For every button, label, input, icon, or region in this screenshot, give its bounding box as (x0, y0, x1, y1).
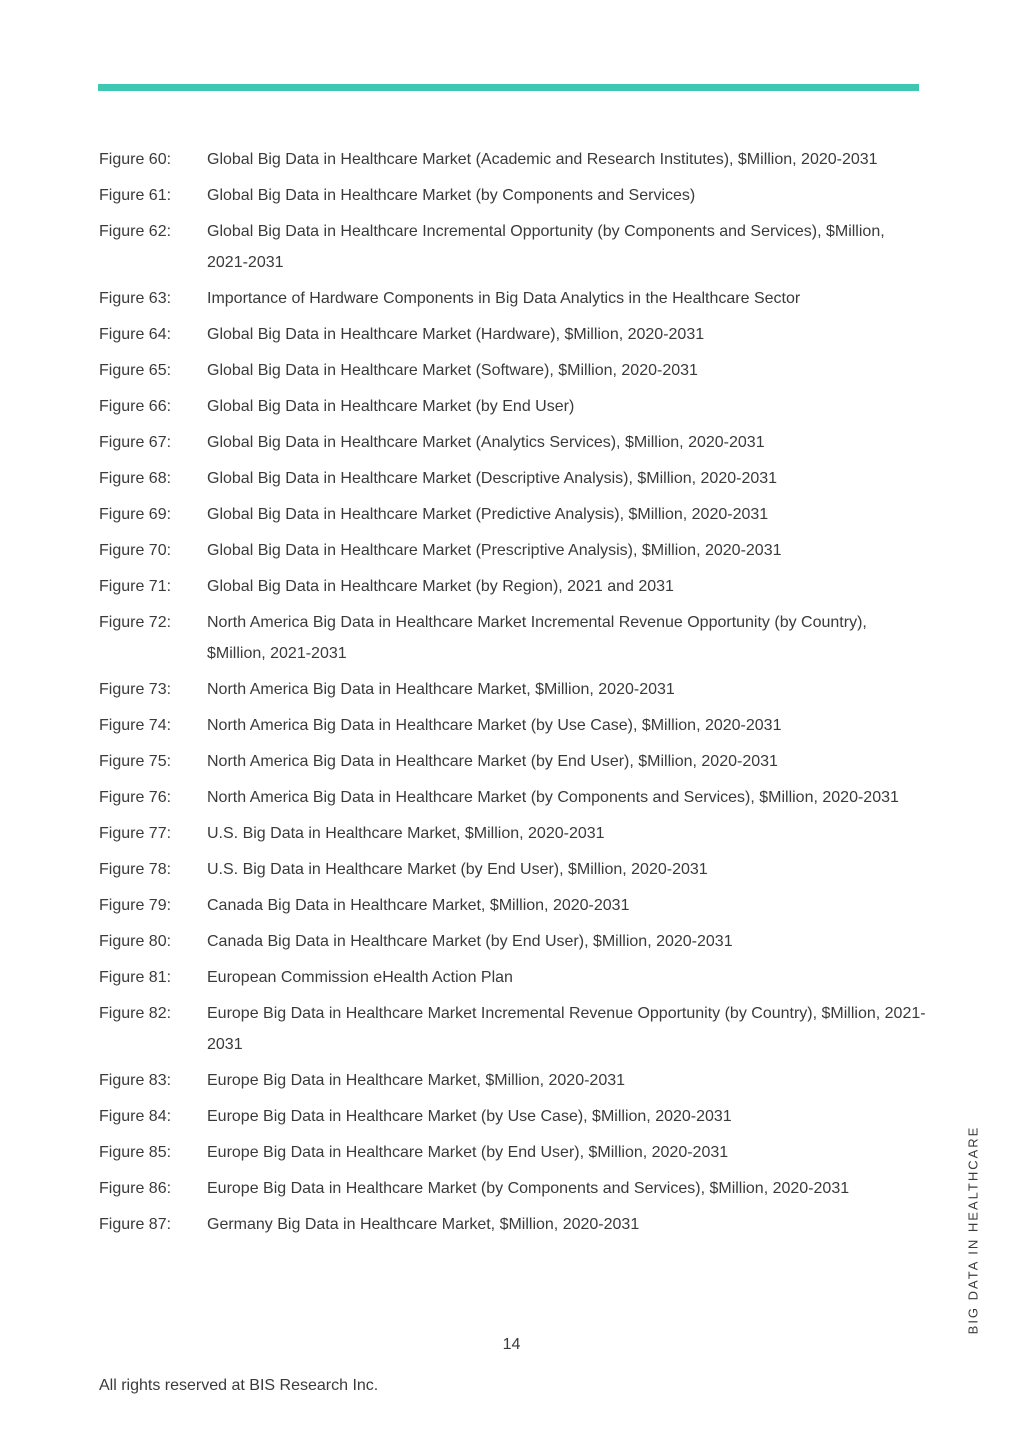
list-item (99, 391, 929, 422)
figure-label: Figure 67: (99, 434, 172, 451)
figure-label: Figure 82: (99, 1005, 172, 1022)
list-item (99, 499, 929, 530)
figure-label: Figure 61: (99, 187, 172, 204)
figure-label: Figure 71: (99, 578, 172, 595)
figure-label: Figure 87: (99, 1216, 172, 1233)
list-item (99, 427, 929, 458)
figure-title: Global Big Data in Healthcare Market (Software), $Million, 2020-2031 (207, 362, 698, 379)
figure-title: North America Big Data in Healthcare Market, $Million, 2020-2031 (207, 681, 675, 698)
figure-label: Figure 63: (99, 290, 172, 307)
page-number: 14 (502, 1336, 521, 1353)
figure-title: Germany Big Data in Healthcare Market, $Million, 2020-2031 (207, 1216, 640, 1233)
list-item (99, 674, 929, 705)
figure-title: North America Big Data in Healthcare Market (by Use Case), $Million, 2020-2031 (207, 717, 782, 734)
figure-label: Figure 77: (99, 825, 172, 842)
list-item (99, 854, 929, 885)
figure-title: Europe Big Data in Healthcare Market (by Components and Services), $Million, 2020-2031 (207, 1180, 850, 1197)
figure-title: Global Big Data in Healthcare Market (Prescriptive Analysis), $Million, 2020-2031 (207, 542, 782, 559)
figure-title: Europe Big Data in Healthcare Market, $Million, 2020-2031 (207, 1072, 626, 1089)
figure-label: Figure 64: (99, 326, 172, 343)
figure-label: Figure 74: (99, 717, 172, 734)
list-item (99, 571, 929, 602)
figure-label: Figure 73: (99, 681, 172, 698)
figure-title: Europe Big Data in Healthcare Market (by Use Case), $Million, 2020-2031 (207, 1108, 732, 1125)
figure-title: Global Big Data in Healthcare Market (Descriptive Analysis), $Million, 2020-2031 (207, 470, 778, 487)
list-item (99, 607, 929, 669)
figure-title: Canada Big Data in Healthcare Market, $Million, 2020-2031 (207, 897, 630, 914)
figure-label: Figure 84: (99, 1108, 172, 1125)
figure-label: Figure 86: (99, 1180, 172, 1197)
list-item (99, 535, 929, 566)
list-item (99, 1173, 929, 1204)
figure-title: Canada Big Data in Healthcare Market (by End User), $Million, 2020-2031 (207, 933, 733, 950)
figure-title: North America Big Data in Healthcare Market (by Components and Services), $Million, 2020-2031 (207, 789, 899, 806)
figure-label: Figure 70: (99, 542, 172, 559)
list-item (99, 926, 929, 957)
figure-label: Figure 75: (99, 753, 172, 770)
figure-title: Global Big Data in Healthcare Market (Analytics Services), $Million, 2020-2031 (207, 434, 765, 451)
figure-title: European Commission eHealth Action Plan (207, 969, 513, 986)
list-item (99, 890, 929, 921)
figure-label: Figure 66: (99, 398, 172, 415)
figure-title: Global Big Data in Healthcare Market (by Region), 2021 and 2031 (207, 578, 674, 595)
figure-title: Importance of Hardware Components in Big Data Analytics in the Healthcare Sector (207, 290, 801, 307)
list-item (99, 319, 929, 350)
figure-title: U.S. Big Data in Healthcare Market (by End User), $Million, 2020-2031 (207, 861, 708, 878)
list-item (99, 1065, 929, 1096)
list-of-figures (99, 144, 929, 1245)
figure-label: Figure 78: (99, 861, 172, 878)
figure-label: Figure 76: (99, 789, 172, 806)
figure-title: Europe Big Data in Healthcare Market Incremental Revenue Opportunity (by Country), $Million, 2021-2031 (207, 1005, 926, 1053)
figure-title: U.S. Big Data in Healthcare Market, $Million, 2020-2031 (207, 825, 605, 842)
figure-label: Figure 65: (99, 362, 172, 379)
figure-label: Figure 68: (99, 470, 172, 487)
figure-label: Figure 85: (99, 1144, 172, 1161)
figure-title: Global Big Data in Healthcare Incremental Opportunity (by Components and Services), $Million, 2021-2031 (207, 223, 885, 271)
figure-label: Figure 60: (99, 151, 172, 168)
list-item (99, 962, 929, 993)
list-item (99, 818, 929, 849)
list-item (99, 1209, 929, 1240)
vertical-report-title: BIG DATA IN HEALTHCARE (965, 1125, 981, 1335)
list-item (99, 463, 929, 494)
footer-copyright: All rights reserved at BIS Research Inc. (99, 1377, 379, 1394)
figure-label: Figure 69: (99, 506, 172, 523)
figure-title: Global Big Data in Healthcare Market (Academic and Research Institutes), $Million, 2020-2031 (207, 151, 878, 168)
list-item (99, 1137, 929, 1168)
list-item (99, 782, 929, 813)
figure-title: North America Big Data in Healthcare Market Incremental Revenue Opportunity (by Country), $Million, 2021-2031 (207, 614, 867, 662)
list-item (99, 355, 929, 386)
figure-label: Figure 79: (99, 897, 172, 914)
figure-label: Figure 80: (99, 933, 172, 950)
list-item (99, 144, 929, 175)
figure-label: Figure 72: (99, 614, 172, 631)
figure-title: Global Big Data in Healthcare Market (Hardware), $Million, 2020-2031 (207, 326, 705, 343)
figure-title: North America Big Data in Healthcare Market (by End User), $Million, 2020-2031 (207, 753, 778, 770)
list-item (99, 998, 929, 1060)
figure-title: Europe Big Data in Healthcare Market (by End User), $Million, 2020-2031 (207, 1144, 729, 1161)
figure-title: Global Big Data in Healthcare Market (Predictive Analysis), $Million, 2020-2031 (207, 506, 769, 523)
header-accent-bar (98, 84, 919, 91)
list-item (99, 746, 929, 777)
list-item (99, 710, 929, 741)
figure-label: Figure 62: (99, 223, 172, 240)
figure-title: Global Big Data in Healthcare Market (by End User) (207, 398, 575, 415)
list-item (99, 1101, 929, 1132)
list-item (99, 283, 929, 314)
figure-title: Global Big Data in Healthcare Market (by Components and Services) (207, 187, 696, 204)
list-item (99, 180, 929, 211)
figure-label: Figure 83: (99, 1072, 172, 1089)
list-item (99, 216, 929, 278)
figure-label: Figure 81: (99, 969, 172, 986)
